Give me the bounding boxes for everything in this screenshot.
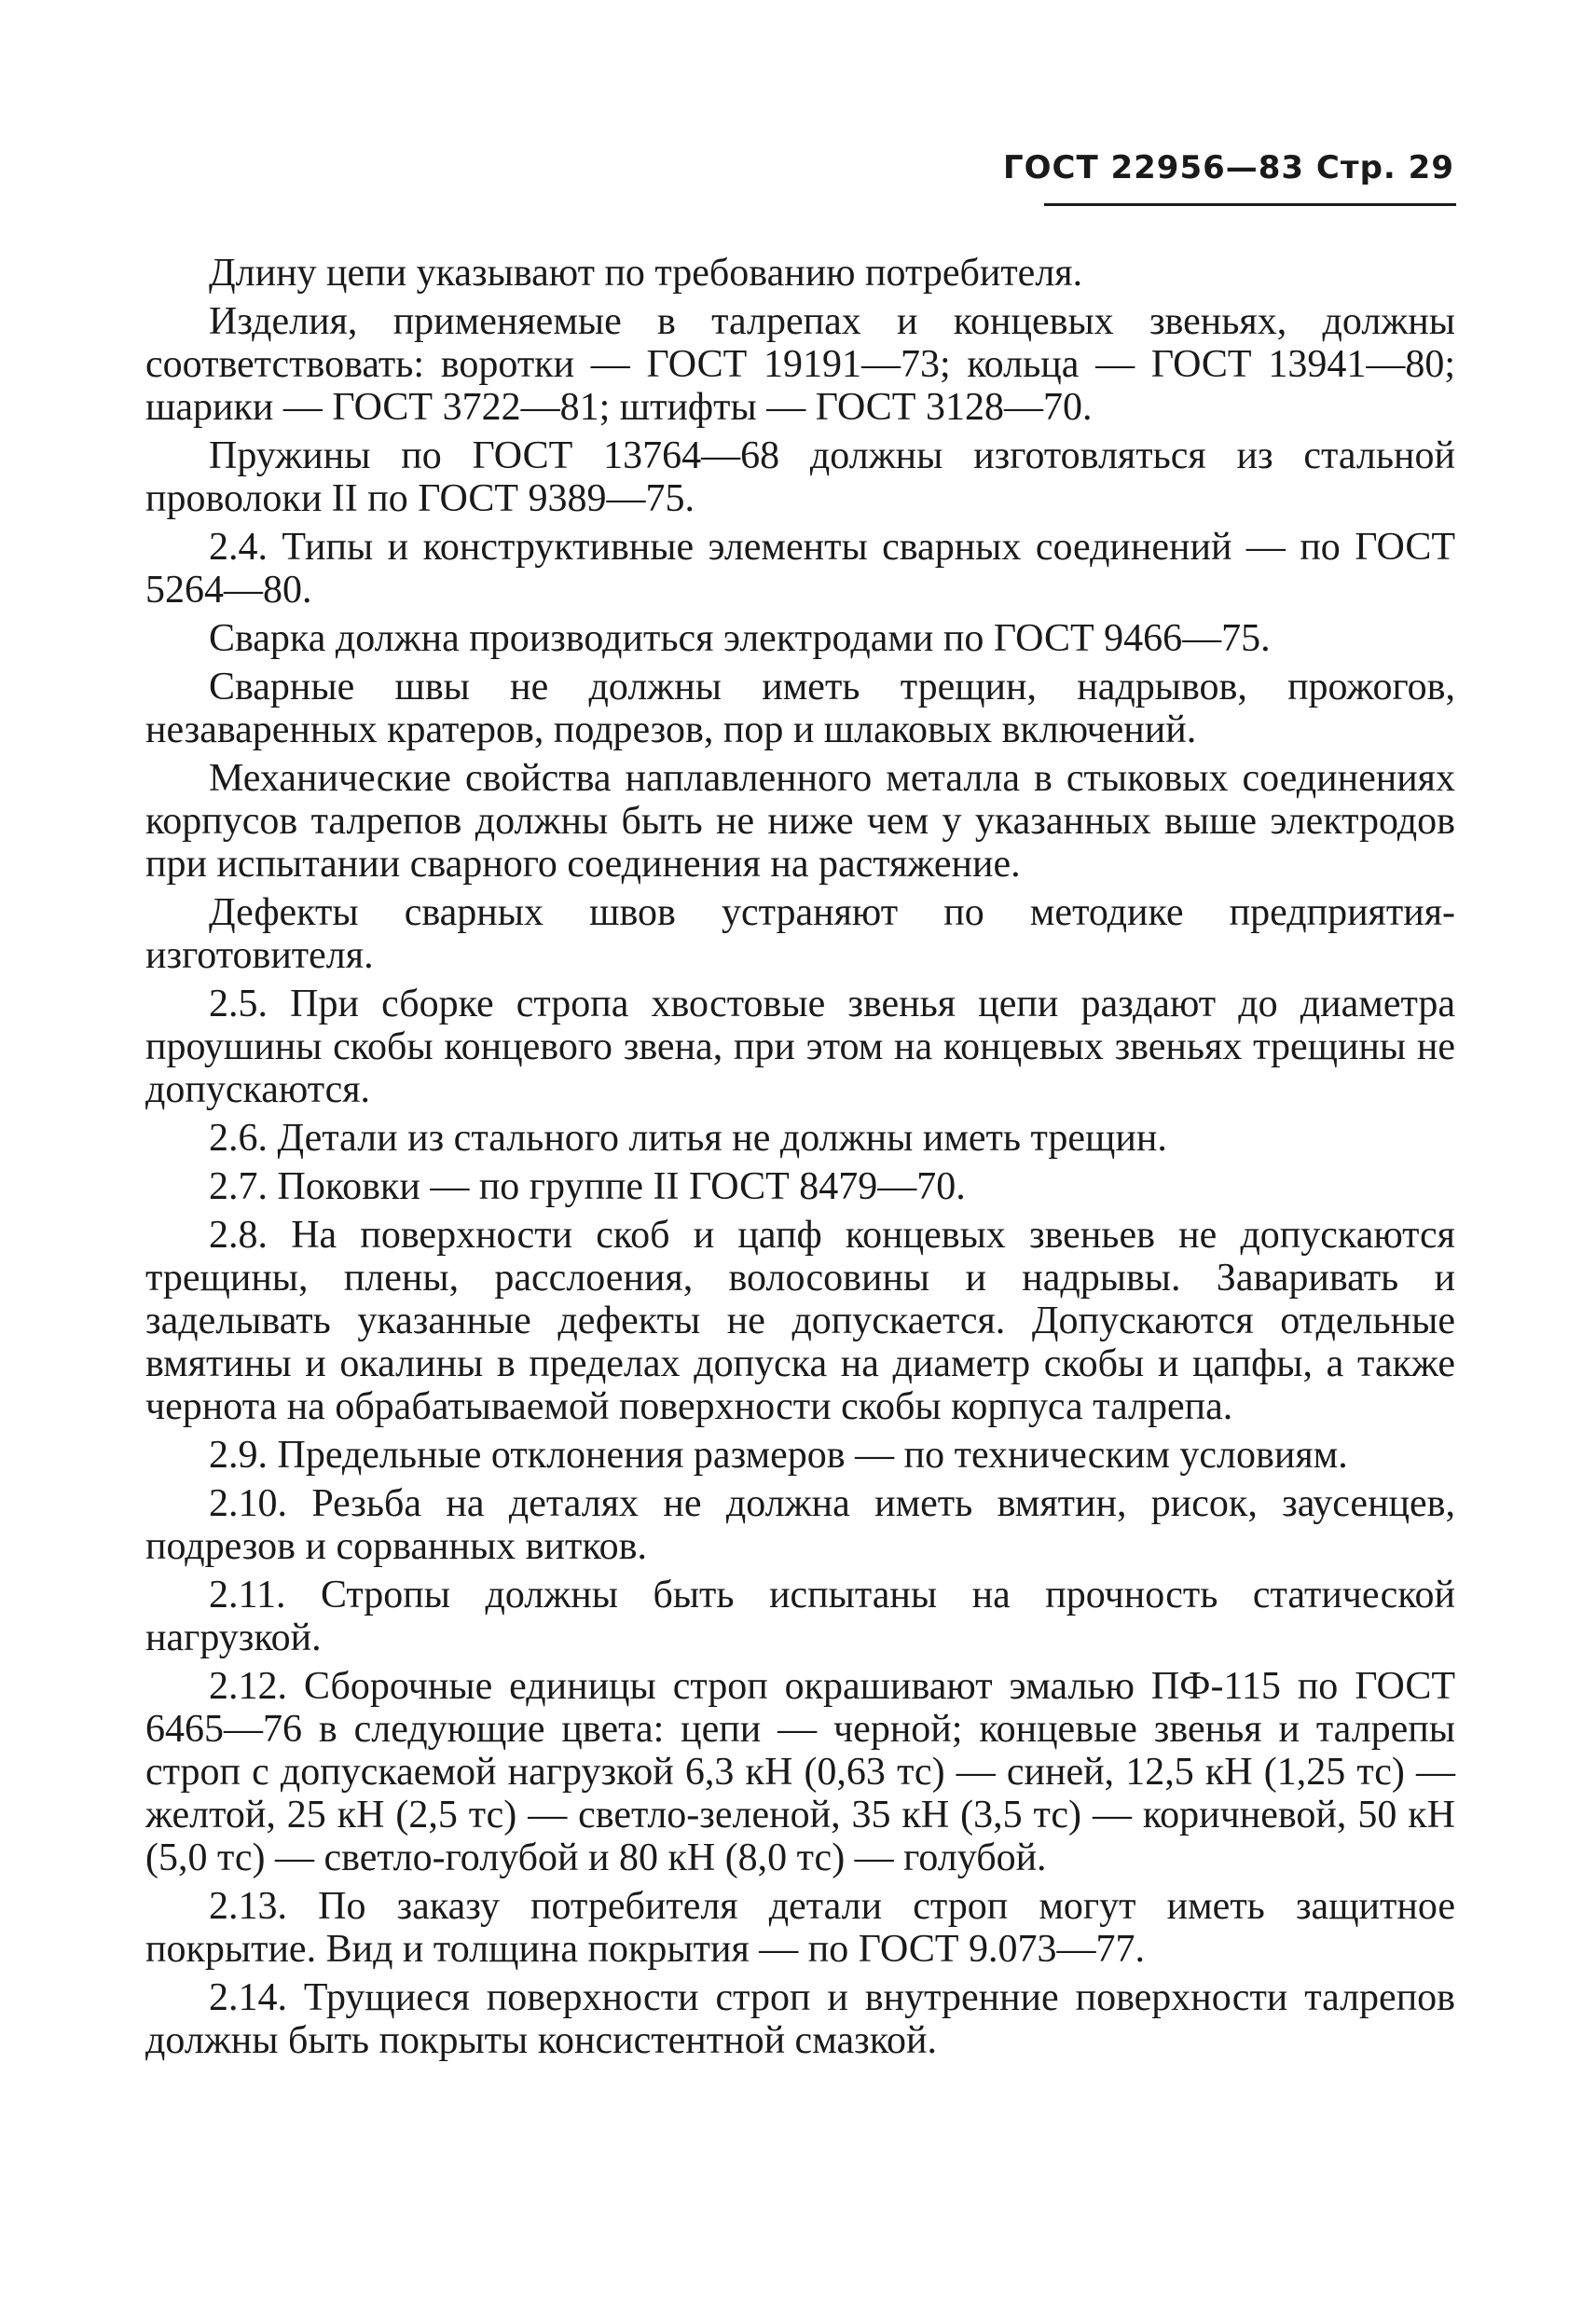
paragraph-2-8: 2.8. На поверхности скоб и цапф концевых звеньев не допускаются трещины, плены, расслоения, волосовины и надрывы. Заваривать и заделывать указанные дефекты не допускается. Допускаются отдельные вмятины и окалины в пределах допуска на диаметр скобы и цапфы, а также чернота на обрабатываемой поверхности скобы корпуса талрепа. (145, 1214, 1455, 1428)
paragraph-2-14: 2.14. Трущиеся поверхности строп и внутренние поверхности талрепов должны быть покрыты консистентной смазкой. (145, 1976, 1455, 2062)
paragraph-components: Изделия, применяемые в талрепах и концевых звеньях, должны соответствовать: воротки — ГОСТ 19191—73; кольца — ГОСТ 13941—80; шарики — ГОСТ 3722—81; штифты — ГОСТ 3128—70. (145, 300, 1455, 429)
paragraph-2-10: 2.10. Резьба на деталях не должна иметь вмятин, рисок, заусенцев, подрезов и сорванных витков. (145, 1482, 1455, 1568)
paragraph-2-9: 2.9. Предельные отклонения размеров — по техническим условиям. (209, 1434, 1348, 1477)
paragraph-mechanical-properties: Механические свойства наплавленного металла в стыковых соединениях корпусов талрепов должны быть не ниже чем у указанных выше электродов при испытании сварного соединения на растяжение. (145, 757, 1455, 886)
paragraph-2-12: 2.12. Сборочные единицы строп окрашивают эмалью ПФ-115 по ГОСТ 6465—76 в следующие цвета: цепи — черной; концевые звенья и талрепы строп с допускаемой нагрузкой 6,3 кН (0,63 тс) — синей, 12,5 кН (1,25 тс) — желтой, 25 кН (2,5 тс) — светло-зеленой, 35 кН (3,5 тс) — коричневой, 50 кН (5,0 тс) — светло-голубой и 80 кН (8,0 тс) — голубой. (145, 1665, 1455, 1879)
body-text (145, 252, 1455, 2068)
paragraph-weld-seams: Сварные швы не должны иметь трещин, надрывов, прожогов, незаваренных кратеров, подрезов, пор и шлаковых включений. (145, 666, 1455, 751)
paragraph-2-7: 2.7. Поковки — по группе II ГОСТ 8479—70. (209, 1165, 966, 1208)
header-rule (1044, 203, 1456, 206)
paragraph-2-5: 2.5. При сборке стропа хвостовые звенья цепи раздают до диаметра проушины скобы концевого звена, при этом на концевых звеньях трещины не допускаются. (145, 983, 1455, 1111)
paragraph-welding-electrodes: Сварка должна производиться электродами по ГОСТ 9466—75. (209, 617, 1271, 660)
paragraph-weld-defects: Дефекты сварных швов устраняют по методике предприятия-изготовителя. (145, 891, 1455, 977)
paragraph-2-4: 2.4. Типы и конструктивные элементы сварных соединений — по ГОСТ 5264—80. (145, 526, 1455, 612)
paragraph-2-13: 2.13. По заказу потребителя детали строп могут иметь защитное покрытие. Вид и толщина покрытия — по ГОСТ 9.073—77. (145, 1885, 1455, 1971)
paragraph-springs: Пружины по ГОСТ 13764—68 должны изготовляться из стальной проволоки II по ГОСТ 9389—75. (145, 434, 1455, 520)
paragraph-2-6: 2.6. Детали из стального литья не должны иметь трещин. (209, 1117, 1167, 1160)
paragraph-2-11: 2.11. Стропы должны быть испытаны на прочность статической нагрузкой. (145, 1574, 1455, 1659)
running-head: ГОСТ 22956—83 Стр. 29 (1002, 149, 1454, 186)
paragraph-chain-length: Длину цепи указывают по требованию потребителя. (209, 252, 1083, 295)
